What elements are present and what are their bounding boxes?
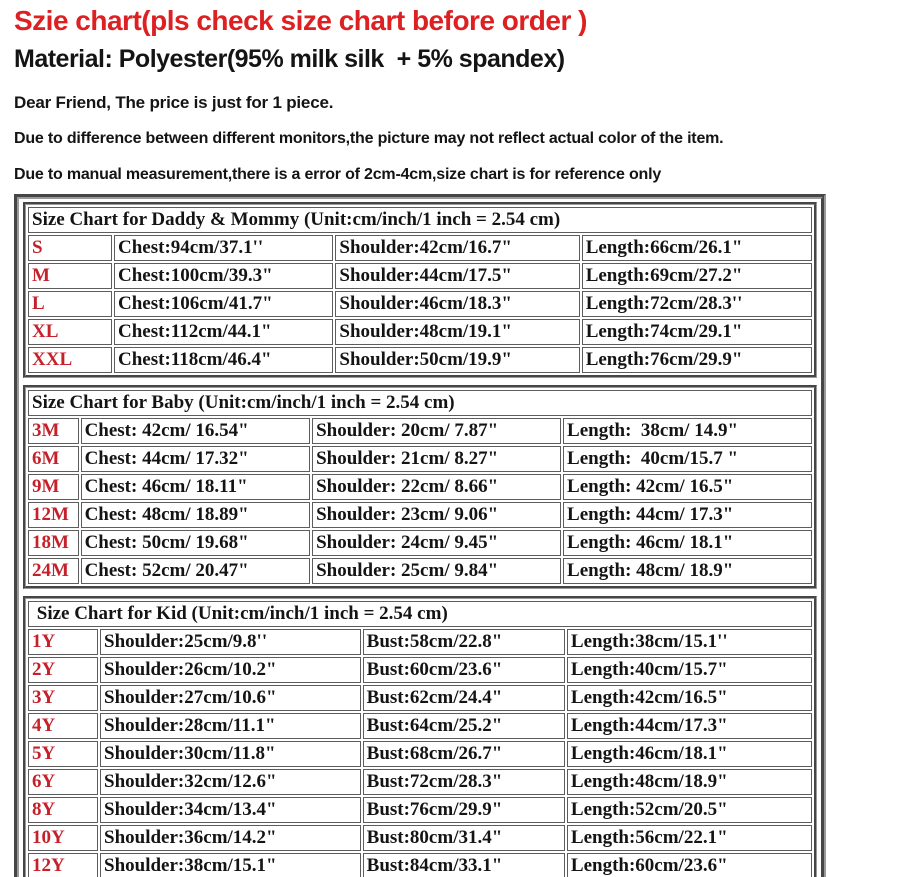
measurement-cell: Chest:100cm/39.3" <box>114 263 333 289</box>
measurement-note: Due to manual measurement,there is a error of 2cm-4cm,size chart is for reference only <box>14 166 662 183</box>
measurement-cell: Bust:84cm/33.1" <box>363 853 565 877</box>
measurement-cell: Shoulder: 23cm/ 9.06" <box>312 502 561 528</box>
table-row <box>28 713 812 739</box>
measurement-cell: Shoulder:48cm/19.1" <box>335 319 579 345</box>
table-row <box>28 474 812 500</box>
measurement-cell: Chest: 48cm/ 18.89" <box>81 502 311 528</box>
measurement-cell: Bust:80cm/31.4" <box>363 825 565 851</box>
measurement-cell: Shoulder:36cm/14.2" <box>100 825 361 851</box>
table-row <box>28 558 812 584</box>
table-title-row <box>28 601 812 627</box>
measurement-cell: Shoulder: 21cm/ 8.27" <box>312 446 561 472</box>
measurement-cell: Length:60cm/23.6" <box>567 853 812 877</box>
measurement-cell: Chest:118cm/46.4" <box>114 347 333 373</box>
size-label-cell: M <box>28 263 112 289</box>
measurement-cell: Shoulder: 25cm/ 9.84" <box>312 558 561 584</box>
table-row <box>28 263 812 289</box>
measurement-cell: Length: 46cm/ 18.1" <box>563 530 812 556</box>
table-row <box>28 825 812 851</box>
size-label-cell: 18M <box>28 530 79 556</box>
price-note: Dear Friend, The price is just for 1 piece. <box>14 93 334 112</box>
table-title: Size Chart for Daddy & Mommy (Unit:cm/inch/1 inch = 2.54 cm) <box>28 207 812 233</box>
size-label-cell: 1Y <box>28 629 98 655</box>
measurement-cell: Length: 48cm/ 18.9" <box>563 558 812 584</box>
measurement-cell: Bust:60cm/23.6" <box>363 657 565 683</box>
measurement-cell: Shoulder:46cm/18.3" <box>335 291 579 317</box>
measurement-cell: Chest:106cm/41.7" <box>114 291 333 317</box>
measurement-cell: Shoulder:30cm/11.8" <box>100 741 361 767</box>
size-label-cell: S <box>28 235 112 261</box>
measurement-cell: Length:42cm/16.5" <box>567 685 812 711</box>
table-row <box>28 769 812 795</box>
size-label-cell: 3Y <box>28 685 98 711</box>
measurement-cell: Chest: 52cm/ 20.47" <box>81 558 311 584</box>
table-title: Size Chart for Baby (Unit:cm/inch/1 inch = 2.54 cm) <box>28 390 812 416</box>
table-row <box>28 629 812 655</box>
table-row <box>28 797 812 823</box>
measurement-cell: Chest:94cm/37.1'' <box>114 235 333 261</box>
measurement-cell: Chest: 44cm/ 17.32" <box>81 446 311 472</box>
page-title: Szie chart(pls check size chart before order ) <box>14 5 587 36</box>
measurement-cell: Shoulder:42cm/16.7" <box>335 235 579 261</box>
table-row <box>28 446 812 472</box>
measurement-cell: Shoulder:28cm/11.1" <box>100 713 361 739</box>
monitor-note: Due to difference between different monitors,the picture may not reflect actual color of the item. <box>14 130 724 147</box>
measurement-cell: Length: 44cm/ 17.3" <box>563 502 812 528</box>
measurement-cell: Chest: 50cm/ 19.68" <box>81 530 311 556</box>
table-row <box>28 418 812 444</box>
measurement-cell: Length: 42cm/ 16.5" <box>563 474 812 500</box>
measurement-cell: Length:76cm/29.9" <box>582 347 812 373</box>
measurement-cell: Length:38cm/15.1'' <box>567 629 812 655</box>
measurement-cell: Shoulder:26cm/10.2" <box>100 657 361 683</box>
table-row <box>28 502 812 528</box>
measurement-cell: Chest: 42cm/ 16.54" <box>81 418 311 444</box>
measurement-cell: Shoulder:38cm/15.1" <box>100 853 361 877</box>
size-label-cell: 9M <box>28 474 79 500</box>
measurement-cell: Bust:76cm/29.9" <box>363 797 565 823</box>
measurement-cell: Length:46cm/18.1" <box>567 741 812 767</box>
size-label-cell: 12Y <box>28 853 98 877</box>
table-row <box>28 853 812 877</box>
table-row <box>28 685 812 711</box>
measurement-cell: Length: 38cm/ 14.9" <box>563 418 812 444</box>
table-title: Size Chart for Kid (Unit:cm/inch/1 inch = 2.54 cm) <box>28 601 812 627</box>
size-label-cell: 12M <box>28 502 79 528</box>
measurement-cell: Shoulder:50cm/19.9" <box>335 347 579 373</box>
measurement-cell: Length:74cm/29.1" <box>582 319 812 345</box>
measurement-cell: Shoulder:34cm/13.4" <box>100 797 361 823</box>
size-label-cell: 4Y <box>28 713 98 739</box>
measurement-cell: Length:40cm/15.7" <box>567 657 812 683</box>
measurement-cell: Length:44cm/17.3" <box>567 713 812 739</box>
measurement-cell: Length:72cm/28.3'' <box>582 291 812 317</box>
size-label-cell: 24M <box>28 558 79 584</box>
measurement-cell: Shoulder:27cm/10.6" <box>100 685 361 711</box>
measurement-cell: Chest:112cm/44.1" <box>114 319 333 345</box>
measurement-cell: Length:52cm/20.5" <box>567 797 812 823</box>
size-label-cell: XXL <box>28 347 112 373</box>
table-row <box>28 319 812 345</box>
table-row <box>28 530 812 556</box>
measurement-cell: Chest: 46cm/ 18.11" <box>81 474 311 500</box>
table-row <box>28 347 812 373</box>
measurement-cell: Bust:62cm/24.4" <box>363 685 565 711</box>
size-label-cell: 8Y <box>28 797 98 823</box>
size-label-cell: 5Y <box>28 741 98 767</box>
measurement-cell: Shoulder:44cm/17.5" <box>335 263 579 289</box>
size-table-daddy-mommy <box>23 202 817 378</box>
measurement-cell: Shoulder: 22cm/ 8.66" <box>312 474 561 500</box>
table-row <box>28 741 812 767</box>
measurement-cell: Bust:72cm/28.3" <box>363 769 565 795</box>
measurement-cell: Bust:64cm/25.2" <box>363 713 565 739</box>
measurement-cell: Length:56cm/22.1" <box>567 825 812 851</box>
measurement-cell: Shoulder:32cm/12.6" <box>100 769 361 795</box>
size-tables-container <box>14 194 826 877</box>
size-label-cell: 6M <box>28 446 79 472</box>
size-table-kid <box>23 596 817 877</box>
measurement-cell: Length: 40cm/15.7 " <box>563 446 812 472</box>
size-label-cell: 6Y <box>28 769 98 795</box>
size-label-cell: 3M <box>28 418 79 444</box>
measurement-cell: Shoulder:25cm/9.8'' <box>100 629 361 655</box>
size-label-cell: 2Y <box>28 657 98 683</box>
size-label-cell: L <box>28 291 112 317</box>
table-row <box>28 235 812 261</box>
measurement-cell: Bust:68cm/26.7" <box>363 741 565 767</box>
size-table-baby <box>23 385 817 589</box>
size-label-cell: XL <box>28 319 112 345</box>
size-label-cell: 10Y <box>28 825 98 851</box>
measurement-cell: Length:48cm/18.9" <box>567 769 812 795</box>
measurement-cell: Bust:58cm/22.8" <box>363 629 565 655</box>
measurement-cell: Length:66cm/26.1" <box>582 235 812 261</box>
table-title-row <box>28 207 812 233</box>
measurement-cell: Shoulder: 20cm/ 7.87" <box>312 418 561 444</box>
table-row <box>28 657 812 683</box>
measurement-cell: Length:69cm/27.2" <box>582 263 812 289</box>
table-title-row <box>28 390 812 416</box>
table-row <box>28 291 812 317</box>
material-heading: Material: Polyester(95% milk silk + 5% spandex) <box>14 45 565 73</box>
measurement-cell: Shoulder: 24cm/ 9.45" <box>312 530 561 556</box>
